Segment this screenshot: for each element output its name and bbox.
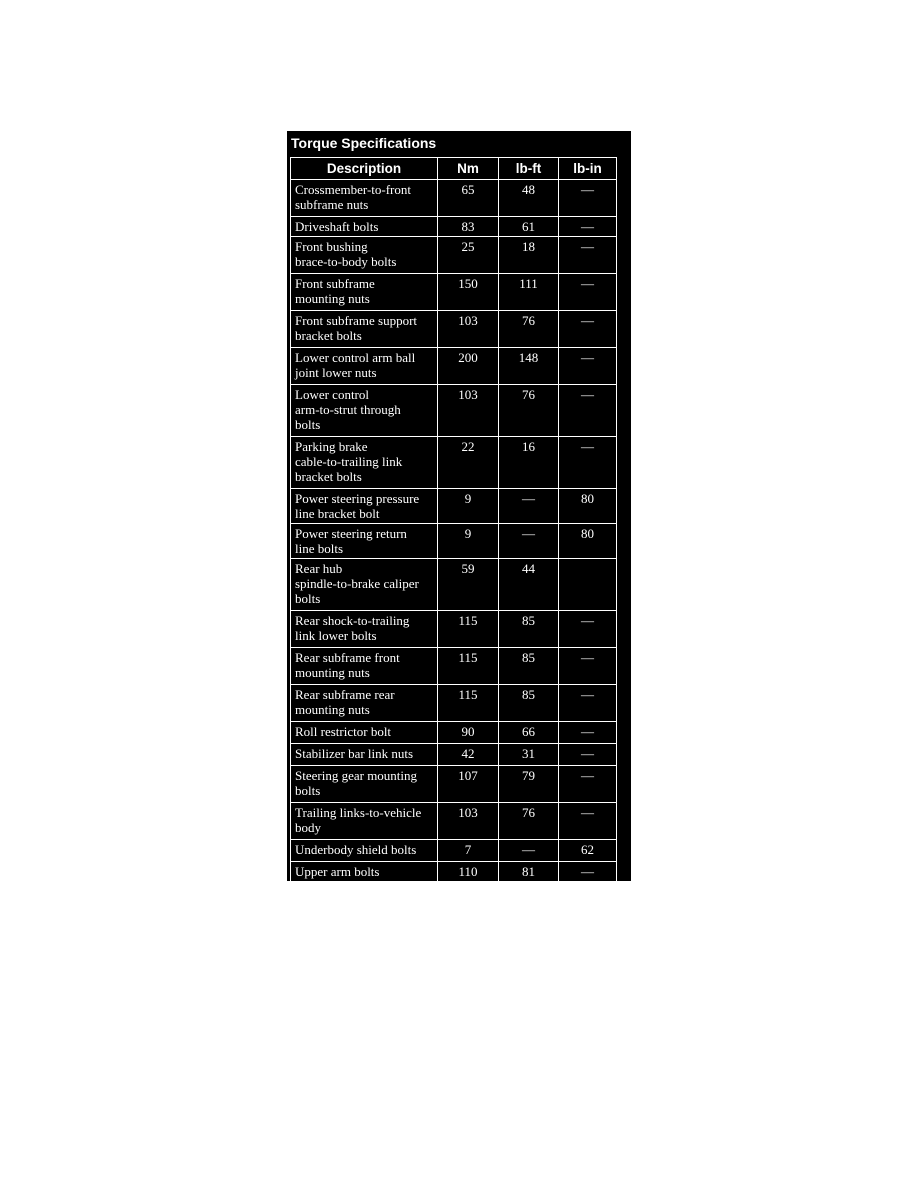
table-row [291, 803, 617, 840]
description-cell: Front subframe support bracket bolts [291, 311, 438, 348]
table-row [291, 559, 617, 611]
lbft-cell: 111 [499, 274, 559, 311]
lbft-cell: 31 [499, 744, 559, 766]
description-cell: Underbody shield bolts [291, 840, 438, 862]
nm-cell: 9 [438, 489, 499, 524]
table-row [291, 862, 617, 884]
lbft-cell: 76 [499, 385, 559, 437]
lbin-cell: — [559, 274, 617, 311]
nm-cell: 22 [438, 437, 499, 489]
nm-cell: 65 [438, 180, 499, 217]
nm-cell: 103 [438, 311, 499, 348]
lbin-cell: — [559, 611, 617, 648]
description-cell: Power steering return line bolts [291, 524, 438, 559]
table-row [291, 274, 617, 311]
table-row [291, 311, 617, 348]
lbin-cell: — [559, 237, 617, 274]
description-cell: Stabilizer bar link nuts [291, 744, 438, 766]
lbin-cell: — [559, 385, 617, 437]
lbft-cell: 85 [499, 611, 559, 648]
lbft-cell: 85 [499, 648, 559, 685]
nm-cell: 25 [438, 237, 499, 274]
table-row [291, 180, 617, 217]
nm-cell: 200 [438, 348, 499, 385]
lbft-cell: 148 [499, 348, 559, 385]
nm-cell: 103 [438, 385, 499, 437]
description-cell: Crossmember-to-front subframe nuts [291, 180, 438, 217]
lbft-cell: 81 [499, 862, 559, 884]
description-cell: Upper arm bolts [291, 862, 438, 884]
lbft-cell: 16 [499, 437, 559, 489]
nm-cell: 7 [438, 840, 499, 862]
table-row [291, 648, 617, 685]
torque-specifications-table [290, 157, 617, 884]
table-row [291, 524, 617, 559]
description-cell: Power steering pressure line bracket bolt [291, 489, 438, 524]
lbin-cell: — [559, 744, 617, 766]
lbft-cell: 66 [499, 722, 559, 744]
nm-cell: 107 [438, 766, 499, 803]
header-nm: Nm [438, 158, 499, 180]
nm-cell: 103 [438, 803, 499, 840]
lbft-cell: 76 [499, 311, 559, 348]
lbft-cell: 18 [499, 237, 559, 274]
table-row [291, 348, 617, 385]
lbin-cell: — [559, 648, 617, 685]
nm-cell: 115 [438, 648, 499, 685]
description-cell: Rear subframe front mounting nuts [291, 648, 438, 685]
nm-cell: 115 [438, 611, 499, 648]
lbin-cell: — [559, 437, 617, 489]
lbft-cell: 44 [499, 559, 559, 611]
description-cell: Rear shock-to-trailing link lower bolts [291, 611, 438, 648]
lbin-cell: — [559, 722, 617, 744]
table-row [291, 685, 617, 722]
description-cell: Roll restrictor bolt [291, 722, 438, 744]
header-lbft: lb-ft [499, 158, 559, 180]
description-cell: Front bushing brace-to-body bolts [291, 237, 438, 274]
lbft-cell: 48 [499, 180, 559, 217]
nm-cell: 9 [438, 524, 499, 559]
torque-specifications-panel [287, 131, 631, 881]
table-row [291, 766, 617, 803]
table-row [291, 217, 617, 237]
lbft-cell: — [499, 489, 559, 524]
table-row [291, 611, 617, 648]
table-row [291, 722, 617, 744]
nm-cell: 90 [438, 722, 499, 744]
table-row [291, 437, 617, 489]
description-cell: Lower control arm ball joint lower nuts [291, 348, 438, 385]
lbin-cell: — [559, 217, 617, 237]
nm-cell: 115 [438, 685, 499, 722]
header-description: Description [291, 158, 438, 180]
nm-cell: 42 [438, 744, 499, 766]
description-cell: Lower control arm-to-strut through bolts [291, 385, 438, 437]
lbin-cell: 80 [559, 489, 617, 524]
lbft-cell: 79 [499, 766, 559, 803]
table-row [291, 840, 617, 862]
lbin-cell: — [559, 803, 617, 840]
lbin-cell: — [559, 311, 617, 348]
table-row [291, 237, 617, 274]
table-row [291, 744, 617, 766]
table-row [291, 385, 617, 437]
lbft-cell: 76 [499, 803, 559, 840]
header-lbin: lb-in [559, 158, 617, 180]
lbft-cell: 85 [499, 685, 559, 722]
lbin-cell: — [559, 348, 617, 385]
description-cell: Parking brake cable-to-trailing link bracket bolts [291, 437, 438, 489]
lbin-cell: — [559, 766, 617, 803]
lbin-cell: 80 [559, 524, 617, 559]
lbin-cell: — [559, 685, 617, 722]
description-cell: Rear hub spindle-to-brake caliper bolts [291, 559, 438, 611]
table-body [291, 180, 617, 884]
lbin-cell: — [559, 180, 617, 217]
description-cell: Driveshaft bolts [291, 217, 438, 237]
nm-cell: 110 [438, 862, 499, 884]
lbin-cell: 62 [559, 840, 617, 862]
nm-cell: 83 [438, 217, 499, 237]
description-cell: Trailing links-to-vehicle body [291, 803, 438, 840]
header-row [291, 158, 617, 180]
description-cell: Steering gear mounting bolts [291, 766, 438, 803]
table-title: Torque Specifications [291, 135, 437, 151]
nm-cell: 59 [438, 559, 499, 611]
description-cell: Rear subframe rear mounting nuts [291, 685, 438, 722]
lbft-cell: — [499, 524, 559, 559]
nm-cell: 150 [438, 274, 499, 311]
table-row [291, 489, 617, 524]
lbin-cell [559, 559, 617, 611]
description-cell: Front subframe mounting nuts [291, 274, 438, 311]
lbin-cell: — [559, 862, 617, 884]
lbft-cell: — [499, 840, 559, 862]
lbft-cell: 61 [499, 217, 559, 237]
